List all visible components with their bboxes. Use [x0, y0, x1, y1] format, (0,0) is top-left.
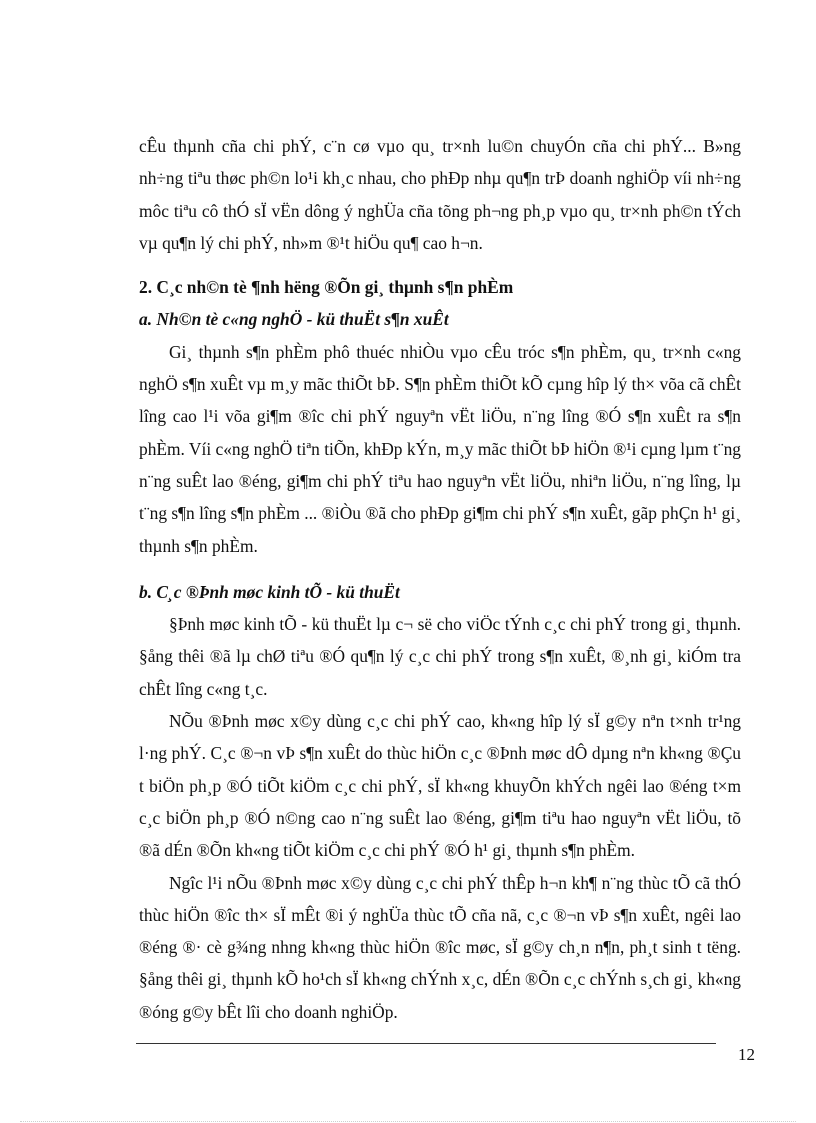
page-bottom-border — [20, 1121, 796, 1122]
paragraph-high-norms: NÕu ®Þnh møc x©y dùng c¸c chi phÝ cao, kh«ng hîp lý sÏ g©y nªn t×nh tr¹ng l·ng phÝ. C¸c ®¬n vÞ s¶n xuÊt do thùc hiÖn c¸c ®Þnh møc dÔ dµng nªn kh«ng ®Çu t biÖn ph¸p ®Ó tiÕt kiÖm c¸c chi phÝ, sÏ kh«ng khuyÕn khÝch ngêi lao ®éng t×m c¸c biÖn ph¸p ®Ó n©ng cao n¨ng suÊt lao ®éng, gi¶m tiªu hao nguyªn vËt liÖu, tõ ®ã dÉn ®Õn kh«ng tiÕt kiÖm c¸c chi phÝ ®Ó h¹ gi¸ thµnh s¶n phÈm. — [139, 711, 741, 861]
page-number: 12 — [738, 1045, 755, 1064]
section-heading: 2. C¸c nh©n tè ¶nh hëng ®Õn gi¸ thµnh s¶n phÈm — [139, 277, 514, 298]
footer-rule — [136, 1043, 716, 1044]
paragraph-norms: §Þnh møc kinh tÕ - kü thuËt lµ c¬ së cho viÖc tÝnh c¸c chi phÝ trong gi¸ thµnh. §ång thêi ®ã lµ chØ tiªu ®Ó qu¶n lý c¸c chi phÝ trong s¶n xuÊt, ®¸nh gi¸ kiÓm tra chÊt lîng c«ng t¸c. — [139, 614, 741, 699]
paragraph-technology: Gi¸ thµnh s¶n phÈm phô thuéc nhiÒu vµo cÊu tróc s¶n phÈm, qu¸ tr×nh c«ng nghÖ s¶n xuÊt vµ m¸y mãc thiÕt bÞ. S¶n phÈm thiÕt kÕ cµng hîp lý th× võa cã chÊt lîng cao l¹i võa gi¶m ®îc chi phÝ nguyªn vËt liÖu, n¨ng lîng ®Ó s¶n xuÊt ra s¶n phÈm. Víi c«ng nghÖ tiªn tiÕn, khÐp kÝn, m¸y mãc thiÕt bÞ hiÖn ®¹i cµng lµm t¨ng n¨ng suÊt lao ®éng, gi¶m chi phÝ tiªu hao nguyªn vËt liÖu, nhiªn liÖu, n¨ng lîng, lµ t¨ng s¶n lîng s¶n phÈm ... ®iÒu ®ã cho phÐp gi¶m chi phÝ s¶n xuÊt, gãp phÇn h¹ gi¸ thµnh s¶n phÈm. — [139, 341, 741, 556]
paragraph-low-norms: Ngîc l¹i nÕu ®Þnh møc x©y dùng c¸c chi phÝ thÊp h¬n kh¶ n¨ng thùc tÕ cã thÓ thùc hiÖn ®îc th× sÏ mÊt ®i ý nghÜa thùc tÕ cña nã, c¸c ®¬n vÞ s¶n xuÊt, ngêi lao ®éng ®· cè g¾ng nhng kh«ng thùc hiÖn ®îc møc, sÏ g©y ch¸n n¶n, ph¸t sinh t tëng. §ång thêi gi¸ thµnh kÕ ho¹ch sÏ kh«ng chÝnh x¸c, dÉn ®Õn c¸c chÝnh s¸ch gi¸ kh«ng ®óng g©y bÊt lîi cho doanh nghiÖp. — [139, 872, 741, 1022]
paragraph-intro: cÊu thµnh cña chi phÝ, c¨n cø vµo qu¸ tr×nh lu©n chuyÓn cña chi phÝ... B»ng nh÷ng tiªu thøc ph©n lo¹i kh¸c nhau, cho phÐp nhµ qu¶n trÞ doanh nghiÖp víi nh÷ng môc tiªu cô thÓ sÏ vËn dông ý nghÜa cña tõng ph¬ng ph¸p vµo qu¸ tr×nh ph©n tÝch vµ qu¶n lý chi phÝ, nh»m ®¹t hiÖu qu¶ cao h¬n. — [139, 136, 741, 253]
subsection-heading-a: a. Nh©n tè c«ng nghÖ - kü thuËt s¶n xuÊt — [139, 309, 449, 330]
page-content — [139, 130, 741, 1028]
subsection-heading-b: b. C¸c ®Þnh møc kinh tÕ - kü thuËt — [139, 581, 400, 602]
